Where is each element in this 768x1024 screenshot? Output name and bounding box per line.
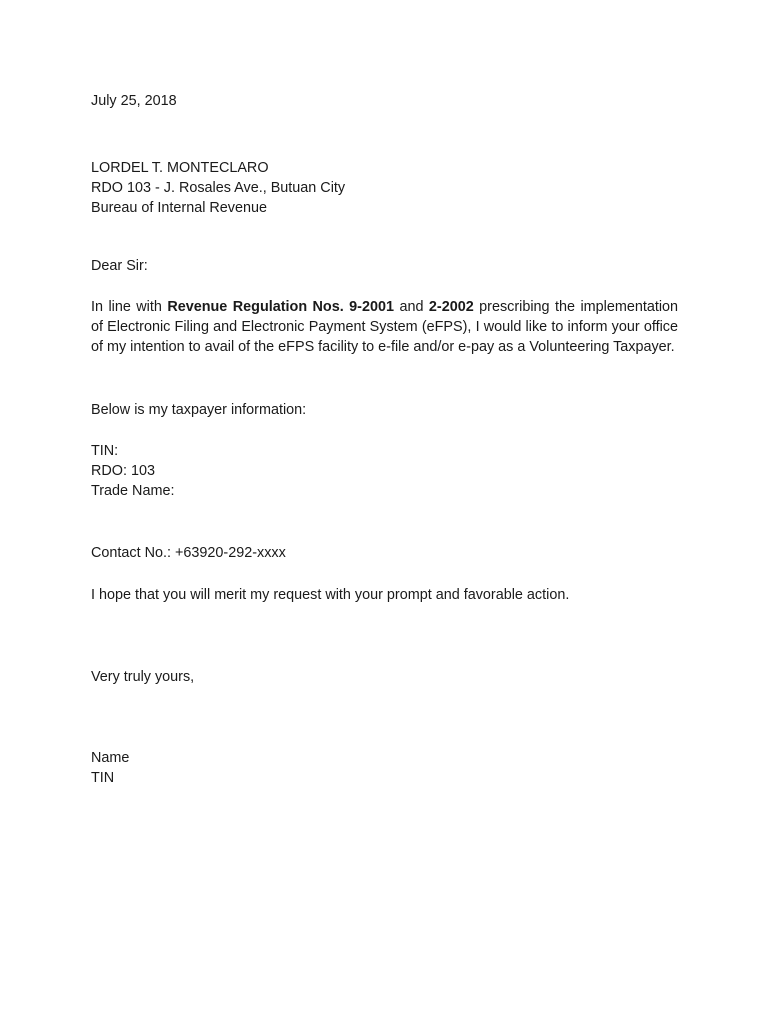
regulation-2: 2-2002 bbox=[428, 299, 474, 315]
date-text: July 25, 2018 bbox=[91, 93, 177, 109]
taxpayer-info bbox=[91, 441, 678, 501]
body-intro: In line with bbox=[91, 299, 162, 315]
valediction-text: Very truly yours, bbox=[91, 669, 195, 685]
rdo-label: RDO: 103 bbox=[91, 463, 155, 479]
recipient-block bbox=[91, 158, 678, 218]
recipient-address: RDO 103 - J. Rosales Ave., Butuan City bbox=[91, 180, 346, 196]
salutation-text: Dear Sir: bbox=[91, 258, 148, 274]
signature-name: Name bbox=[91, 750, 130, 766]
signature-block bbox=[91, 748, 678, 788]
signature-tin: TIN bbox=[91, 770, 115, 786]
taxpayer-intro bbox=[91, 400, 678, 420]
closing-paragraph bbox=[91, 585, 678, 605]
regulation-1: Revenue Regulation Nos. 9-2001 bbox=[167, 299, 394, 315]
body-paragraph bbox=[91, 297, 678, 357]
closing-text: I hope that you will merit my request with your prompt and favorable action. bbox=[91, 587, 570, 603]
body-text bbox=[91, 297, 678, 357]
letter-date bbox=[91, 91, 678, 111]
salutation bbox=[91, 256, 678, 276]
contact-text: Contact No.: +63920-292-xxxx bbox=[91, 545, 286, 561]
recipient-name: LORDEL T. MONTECLARO bbox=[91, 160, 269, 176]
trade-name-label: Trade Name: bbox=[91, 483, 175, 499]
taxpayer-intro-text: Below is my taxpayer information: bbox=[91, 402, 307, 418]
body-conjunction: and bbox=[399, 299, 424, 315]
contact-info bbox=[91, 543, 678, 563]
valediction bbox=[91, 667, 678, 687]
body-rest: prescribing the implementation of Electronic Filing and Electronic Payment System (eFPS), I would like to inform your office of my intention to avail of the eFPS facility to e-file and/or e-pay as a Volunteering Taxpayer. bbox=[91, 299, 679, 355]
tin-label: TIN: bbox=[91, 443, 119, 459]
recipient-office: Bureau of Internal Revenue bbox=[91, 200, 268, 216]
